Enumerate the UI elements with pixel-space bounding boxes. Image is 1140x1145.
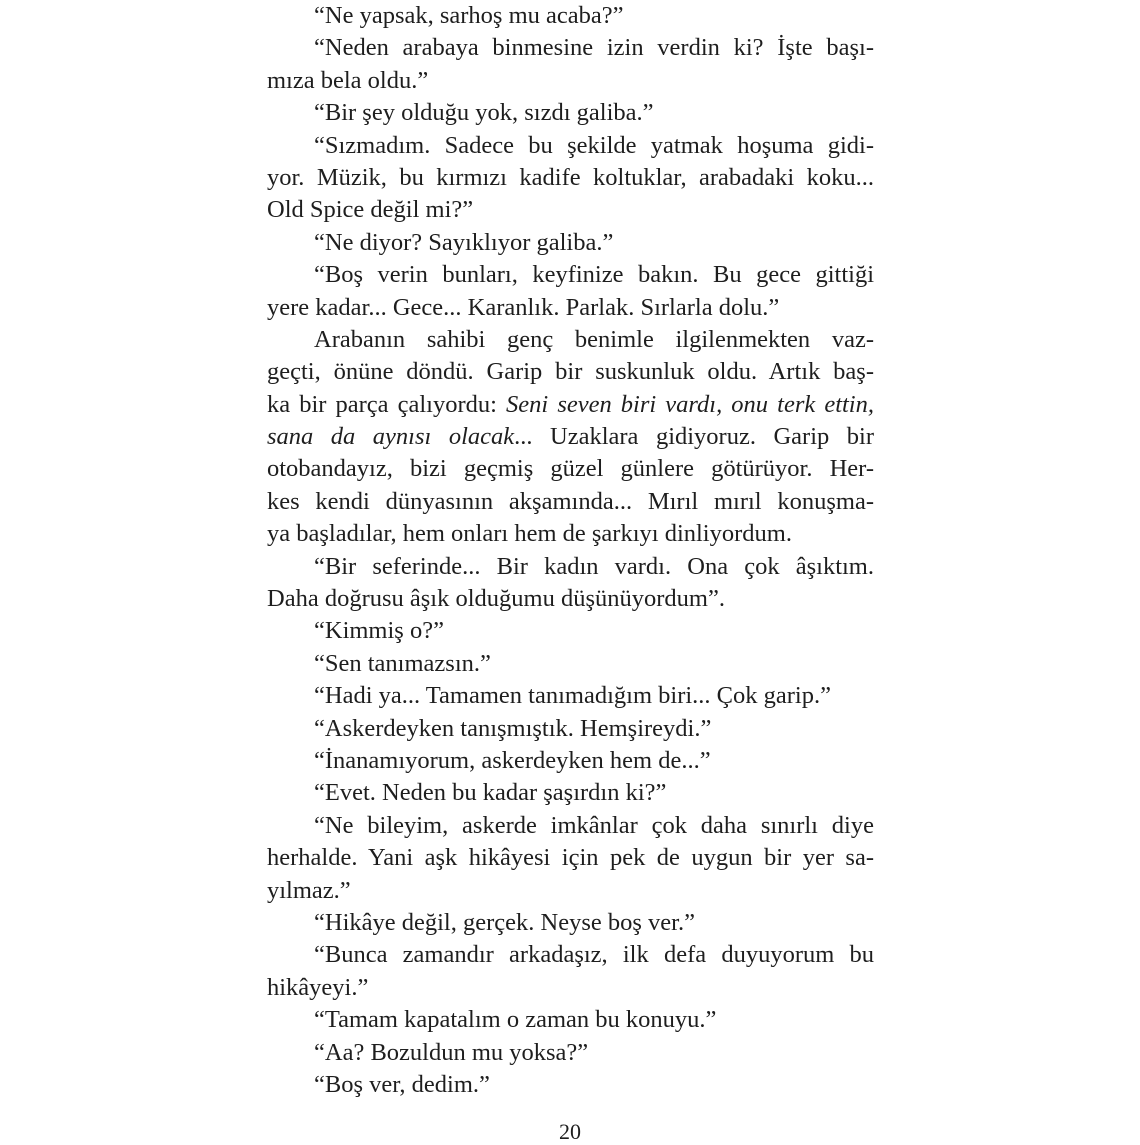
text-line xyxy=(267,615,874,647)
line-text: “Ne yapsak, sarhoş mu acaba?” xyxy=(314,2,624,29)
line-text: yere kadar... Gece... Karanlık. Parlak. Sırlarla dolu.” xyxy=(267,293,780,321)
text-line xyxy=(267,777,874,809)
line-text: “Askerdeyken tanışmıştık. Hemşireydi.” xyxy=(314,714,712,742)
line-text: hikâyeyi.” xyxy=(267,973,369,1001)
text-line xyxy=(267,648,874,680)
page-number: 20 xyxy=(559,1119,581,1144)
text-line xyxy=(267,972,874,1004)
line-text: yor. Müzik, bu kırmızı kadife koltuklar, arabadaki koku... xyxy=(267,163,874,191)
line-text: “Evet. Neden bu kadar şaşırdın ki?” xyxy=(314,779,667,807)
line-text: ya başladılar, hem onları hem de şarkıyı dinliyordum. xyxy=(267,520,792,548)
line-text: “Hikâye değil, gerçek. Neyse boş ver.” xyxy=(314,908,695,936)
line-text: ... Uzaklara gidiyoruz. Garip bir xyxy=(514,423,874,451)
text-line xyxy=(267,453,874,485)
line-text: yılmaz.” xyxy=(267,876,351,904)
text-line xyxy=(267,486,874,518)
line-text: “Bir seferinde... Bir kadın vardı. Ona çok âşıktım. xyxy=(314,552,874,580)
body-text xyxy=(267,0,874,1101)
line-text: “Kimmiş o?” xyxy=(314,617,444,645)
line-text: “Hadi ya... Tamamen tanımadığım biri... Çok garip.” xyxy=(314,682,831,710)
text-line xyxy=(267,259,874,291)
text-line xyxy=(267,227,874,259)
text-line xyxy=(267,130,874,162)
text-line xyxy=(267,583,874,615)
text-line xyxy=(267,421,874,453)
line-text: herhalde. Yani aşk hikâyesi için pek de uygun bir yer sa- xyxy=(267,844,874,872)
line-italic-text: sana da aynısı olacak xyxy=(267,423,515,451)
text-line xyxy=(267,1069,874,1101)
text-line xyxy=(267,292,874,324)
text-line xyxy=(267,65,874,97)
text-line xyxy=(267,745,874,777)
line-text: Daha doğrusu âşık olduğumu düşünüyordum”. xyxy=(267,585,725,613)
line-text: otobandayız, bizi geçmiş güzel günlere götürüyor. Her- xyxy=(267,455,874,483)
line-text: “Bir şey olduğu yok, sızdı galiba.” xyxy=(314,99,654,127)
line-text: Arabanın sahibi genç benimle ilgilenmekten vaz- xyxy=(314,325,874,353)
text-line xyxy=(267,907,874,939)
text-line xyxy=(267,875,874,907)
line-text: “Neden arabaya binmesine izin verdin ki? İşte başı- xyxy=(314,34,874,62)
line-text: “Aa? Bozuldun mu yoksa?” xyxy=(314,1038,589,1066)
text-line xyxy=(267,356,874,388)
line-text: “Boş verin bunları, keyfinize bakın. Bu gece gittiği xyxy=(314,261,874,289)
line-text: “Ne diyor? Sayıklıyor galiba.” xyxy=(314,228,614,256)
line-text: “Sızmadım. Sadece bu şekilde yatmak hoşuma gidi- xyxy=(314,131,874,159)
line-text: “Tamam kapatalım o zaman bu konuyu.” xyxy=(314,1006,717,1034)
line-text: ka bir parça çalıyordu: xyxy=(267,390,507,418)
line-text: “Boş ver, dedim.” xyxy=(314,1070,490,1098)
text-line xyxy=(267,680,874,712)
text-line xyxy=(267,162,874,194)
text-line xyxy=(267,810,874,842)
text-line xyxy=(267,194,874,226)
line-text: geçti, önüne döndü. Garip bir suskunluk oldu. Artık baş- xyxy=(267,358,874,386)
text-line xyxy=(267,1037,874,1069)
line-text: Old Spice değil mi?” xyxy=(267,196,474,224)
text-line xyxy=(267,713,874,745)
text-line xyxy=(267,32,874,64)
line-italic-text: Seni seven biri vardı, onu terk ettin, xyxy=(506,390,874,418)
line-text: “Ne bileyim, askerde imkânlar çok daha sınırlı diye xyxy=(314,811,874,839)
text-line xyxy=(267,939,874,971)
line-text: “Sen tanımazsın.” xyxy=(314,649,491,677)
text-line xyxy=(267,842,874,874)
text-line xyxy=(267,324,874,356)
text-line xyxy=(267,518,874,550)
line-text: “Bunca zamandır arkadaşız, ilk defa duyuyorum bu xyxy=(314,941,874,969)
line-text: mıza bela oldu.” xyxy=(267,66,429,94)
line-text: kes kendi dünyasının akşamında... Mırıl mırıl konuşma- xyxy=(267,487,874,515)
line-text: “İnanamıyorum, askerdeyken hem de...” xyxy=(314,746,711,774)
text-line xyxy=(267,551,874,583)
text-line xyxy=(267,97,874,129)
text-line xyxy=(267,1004,874,1036)
text-line xyxy=(267,0,874,32)
text-line xyxy=(267,389,874,421)
